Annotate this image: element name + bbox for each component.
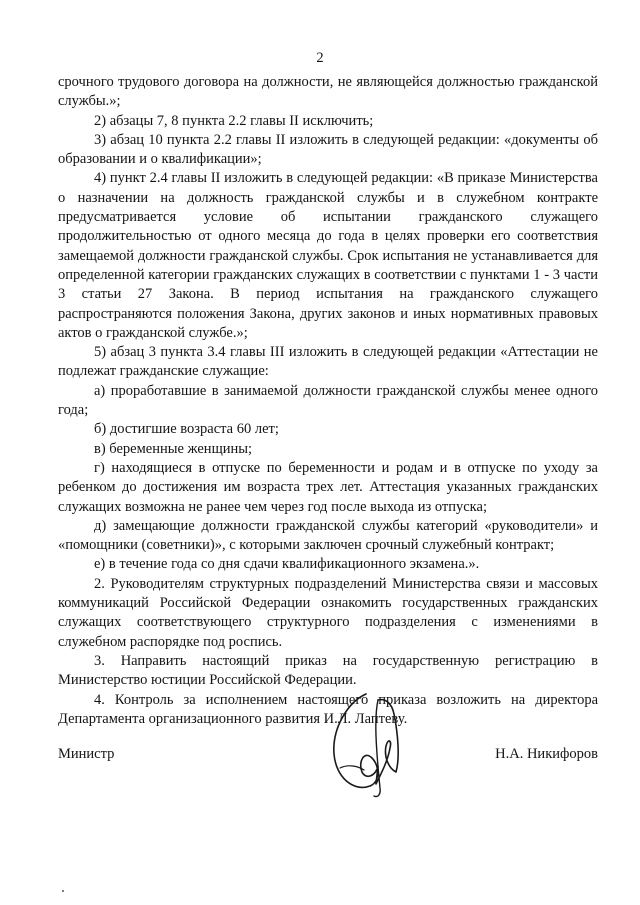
order-clause-3: 3. Направить настоящий приказ на государственную регистрацию в Министерство юстиции Российской Федерации. — [58, 652, 598, 689]
subitem-g: г) находящиеся в отпуске по беременности и родам и в отпуске по уходу за ребенком до достижения им возраста трех лет. Аттестация указанных гражданских служащих возможна не ранее чем через год после выхода из отпуска; — [58, 459, 598, 515]
document-body — [58, 73, 598, 729]
handwritten-signature — [318, 688, 418, 800]
order-clause-4: 4. Контроль за исполнением настоящего приказа возложить на директора Департамента организационного развития И.Л. Лаптеву. — [58, 691, 598, 727]
page-number: 2 — [316, 50, 324, 66]
order-clause-2: 2. Руководителям структурных подразделений Министерства связи и массовых коммуникаций Российской Федерации ознакомить государственных гражданских служащих соответствующего структурного подразделения с изменениями в служебном распорядке под роспись. — [58, 575, 598, 650]
paragraph-item-3: 3) абзац 10 пункта 2.2 главы II изложить в следующей редакции: «документы об образовании и о квалификации»; — [58, 131, 598, 168]
subitem-v: в) беременные женщины; — [94, 440, 253, 457]
subitem-e: е) в течение года со дня сдачи квалификационного экзамена.». — [94, 556, 480, 573]
subitem-b: б) достигшие возраста 60 лет; — [94, 421, 279, 438]
paragraph-item-4: 4) пункт 2.4 главы II изложить в следующей редакции: «В приказе Министерства о назначении на должность гражданской службы и в служебном контракте предусматривается условие об испытании гражданского служащего продолжительностью от одного месяца до года в целях проверки его соответствия замещаемой должности гражданской службы. Срок испытания не устанавливается для определенной категории гражданских служащих в соответствии с пунктами 1 - 3 части 3 статьи 27 Закона. В период испытания на гражданского служащего распространяются положения Закона, других законов и иных нормативных правовых актов о гражданской службе.»; — [58, 170, 598, 341]
paragraph-continuation: срочного трудового договора на должности, не являющейся должностью гражданской службы.»; — [58, 74, 598, 110]
paragraph-item-2: 2) абзацы 7, 8 пункта 2.2 главы II исключить; — [94, 112, 374, 129]
signatory-name: Н.А. Никифоров — [495, 746, 598, 762]
scan-speck — [62, 890, 64, 892]
subitem-a: а) проработавшие в занимаемой должности гражданской службы менее одного года; — [58, 382, 598, 419]
subitem-d: д) замещающие должности гражданской службы категорий «руководители» и «помощники (советники)», с которыми заключен срочный служебный контракт; — [58, 517, 598, 554]
signatory-title: Министр — [58, 746, 115, 762]
paragraph-item-5: 5) абзац 3 пункта 3.4 главы III изложить в следующей редакции «Аттестации не подлежат гражданские служащие: — [58, 344, 598, 380]
